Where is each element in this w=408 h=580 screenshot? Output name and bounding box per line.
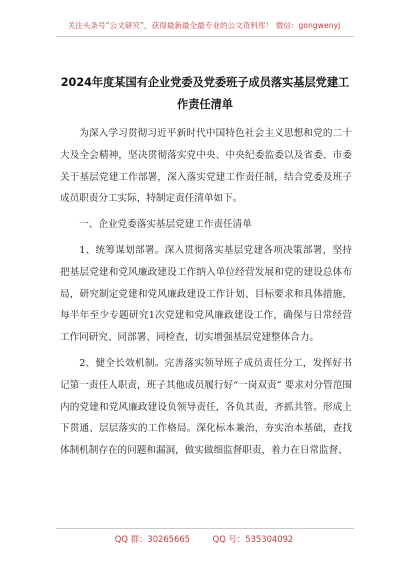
item-1-paragraph: 1、统筹谋划部署。深入贯彻落实基层党建各项决策部署，坚持把基层党建和党风廉政建设工作纳入单位经营发展和党的建设总体布局，研究制定党建和党风廉政建设工作计划、目标要求和具体措施，每半年至少专题研究1次党建和党风廉政建设工作，确保与日常经营工作同研究、同部署、同检查，切实增强基层党建整体合力。 [60,244,352,344]
document-body [60,123,352,466]
footer-contact [0,533,408,545]
section-heading: 一、企业党委落实基层党建工作责任清单 [79,219,252,231]
header-divider [56,36,354,37]
qq-group-number: QQ 群：30265665 [114,534,190,544]
footer-divider [56,528,354,529]
intro-paragraph: 为深入学习贯彻习近平新时代中国特色社会主义思想和党的二十大及全会精神，坚决贯彻落实党中央、中央纪委监委以及省委、市委关于基层党建工作部署，深入落实党建工作责任制，结合党委及班子成员职责分工实际，特制定责任清单如下。 [60,128,352,205]
promo-banner: 关注头条号“公文研究”，获得最新最全最专业的公文资料库！ 微信：gongwenyj [67,21,341,30]
item-2-paragraph: 2、健全长效机制。完善落实领导班子成员责任分工，发挥好书记第一责任人职责，班子其他成员履行好“一岗双责” 要求对分管范围内的党建和党风廉政建设负领导责任，各负其责，齐抓共管。形成上下贯通、层层落实的工作格局。深化标本兼治，夯实治本基础，查找体制机制存在的问题和漏洞，做实做细监督职责，着力在日常监督、 [60,357,352,457]
document-title: 2024年度某国有企业党委及党委班子成员落实基层党建工作责任清单 [60,76,350,111]
qq-account-number: QQ 号：535304092 [212,534,294,544]
